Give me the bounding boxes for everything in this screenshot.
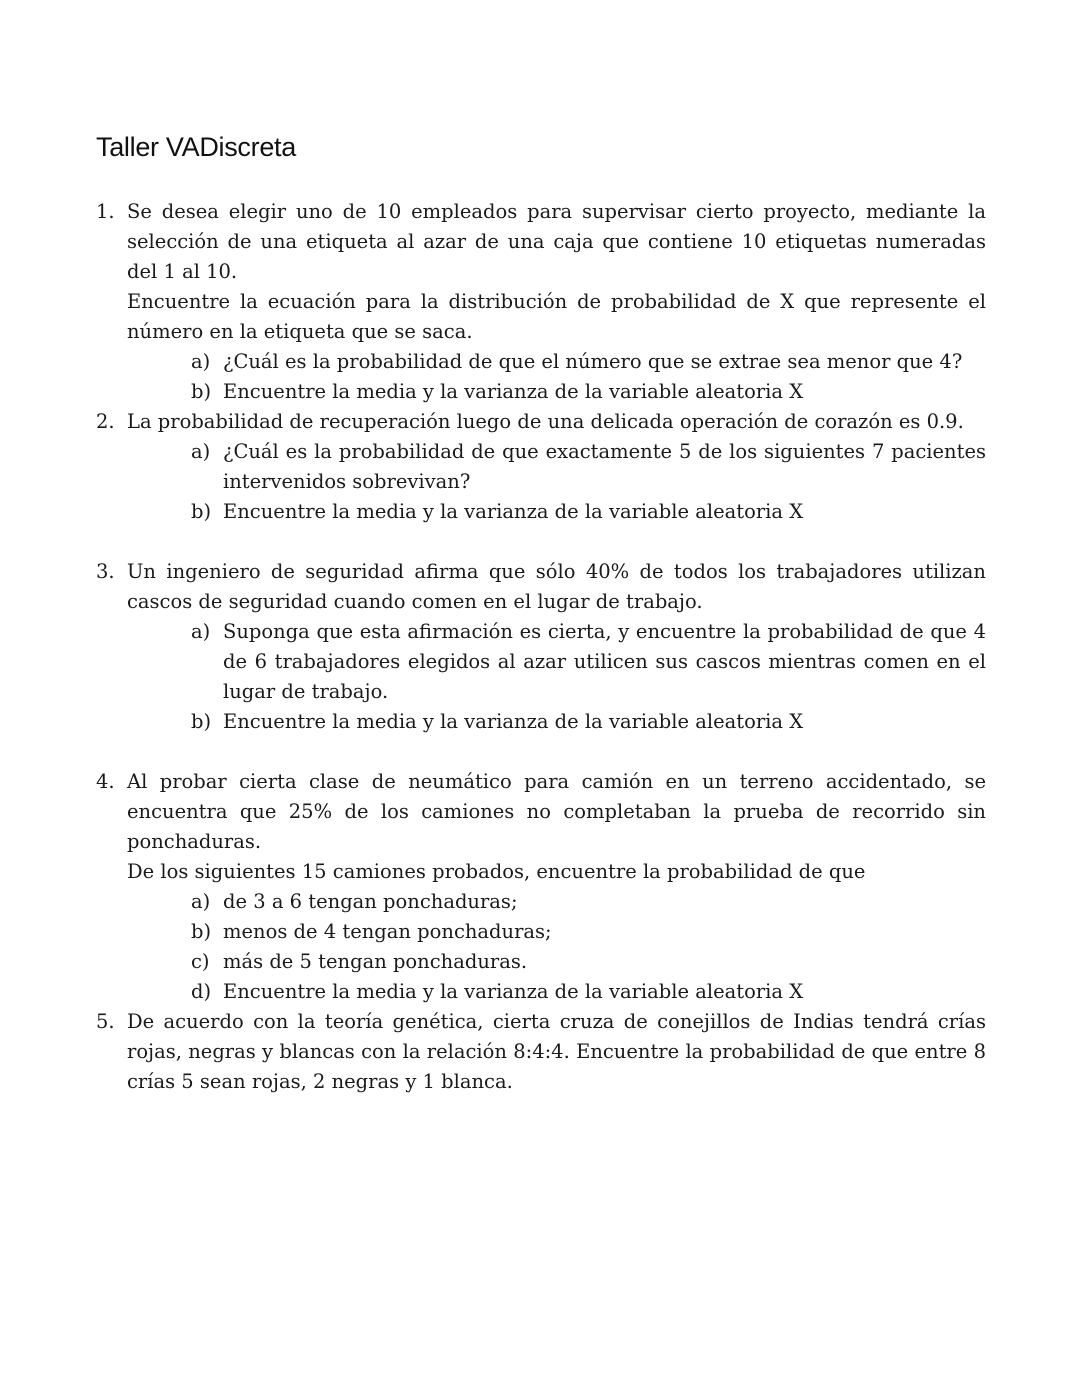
question-paragraph: De los siguientes 15 camiones probados, encuentre la probabilidad de que (127, 860, 866, 883)
subitem (191, 347, 986, 377)
subitem-text: Encuentre la media y la varianza de la variable aleatoria X (223, 980, 804, 1003)
question-5 (96, 1007, 986, 1097)
subitem-text: Encuentre la media y la varianza de la variable aleatoria X (223, 500, 804, 523)
question-3 (96, 557, 986, 737)
subitem-text: de 3 a 6 tengan ponchaduras; (223, 890, 518, 913)
subitem (191, 707, 986, 737)
subitem (191, 887, 986, 917)
subitem-label: b) (191, 920, 212, 943)
question-2 (96, 407, 986, 527)
subitem-label: b) (191, 380, 212, 403)
question-4 (96, 767, 986, 1007)
subitem-text: menos de 4 tengan ponchaduras; (223, 920, 552, 943)
subitem-label: d) (191, 980, 212, 1003)
question-paragraph: La probabilidad de recuperación luego de una delicada operación de corazón es 0.9. (127, 410, 964, 433)
subitem (191, 977, 986, 1007)
subitem (191, 917, 986, 947)
question-number: 4. (96, 770, 115, 793)
subitem (191, 437, 986, 497)
subitem-label: b) (191, 500, 212, 523)
subitem (191, 377, 986, 407)
question-number: 1. (96, 200, 115, 223)
subitem-label: a) (191, 440, 211, 463)
subitem-text: Encuentre la media y la varianza de la variable aleatoria X (223, 710, 804, 733)
question-paragraph: Encuentre la ecuación para la distribución de probabilidad de X que represente el número en la etiqueta que se saca. (127, 290, 986, 343)
question-paragraph: De acuerdo con la teoría genética, cierta cruza de conejillos de Indias tendrá crías rojas, negras y blancas con la relación 8:4:4. Encuentre la probabilidad de que entre 8 crías 5 sean rojas, 2 negras y 1 blanca. (127, 1010, 986, 1093)
question-number: 2. (96, 410, 115, 433)
subitem-label: a) (191, 890, 211, 913)
question-number: 3. (96, 560, 115, 583)
subitem (191, 497, 986, 527)
subitem (191, 947, 986, 977)
subitem-text: ¿Cuál es la probabilidad de que exactamente 5 de los siguientes 7 pacientes intervenidos sobrevivan? (223, 440, 986, 493)
subitem-label: c) (191, 950, 210, 973)
subitem-text: Encuentre la media y la varianza de la variable aleatoria X (223, 380, 804, 403)
subitem-text: ¿Cuál es la probabilidad de que el número que se extrae sea menor que 4? (223, 350, 963, 373)
subitem-label: b) (191, 710, 212, 733)
document-title: Taller VADiscreta (96, 132, 296, 162)
question-paragraph: Un ingeniero de seguridad afirma que sólo 40% de todos los trabajadores utilizan cascos de seguridad cuando comen en el lugar de trabajo. (127, 560, 986, 613)
subitem-label: a) (191, 350, 211, 373)
subitem (191, 617, 986, 707)
question-1 (96, 197, 986, 407)
subitem-text: Suponga que esta afirmación es cierta, y encuentre la probabilidad de que 4 de 6 trabajadores elegidos al azar utilicen sus cascos mientras comen en el lugar de trabajo. (223, 620, 986, 703)
subitem-text: más de 5 tengan ponchaduras. (223, 950, 528, 973)
question-paragraph: Se desea elegir uno de 10 empleados para supervisar cierto proyecto, mediante la selección de una etiqueta al azar de una caja que contiene 10 etiquetas numeradas del 1 al 10. (127, 200, 986, 283)
question-paragraph: Al probar cierta clase de neumático para camión en un terreno accidentado, se encuentra que 25% de los camiones no completaban la prueba de recorrido sin ponchaduras. (127, 770, 986, 853)
question-number: 5. (96, 1010, 115, 1033)
subitem-label: a) (191, 620, 211, 643)
